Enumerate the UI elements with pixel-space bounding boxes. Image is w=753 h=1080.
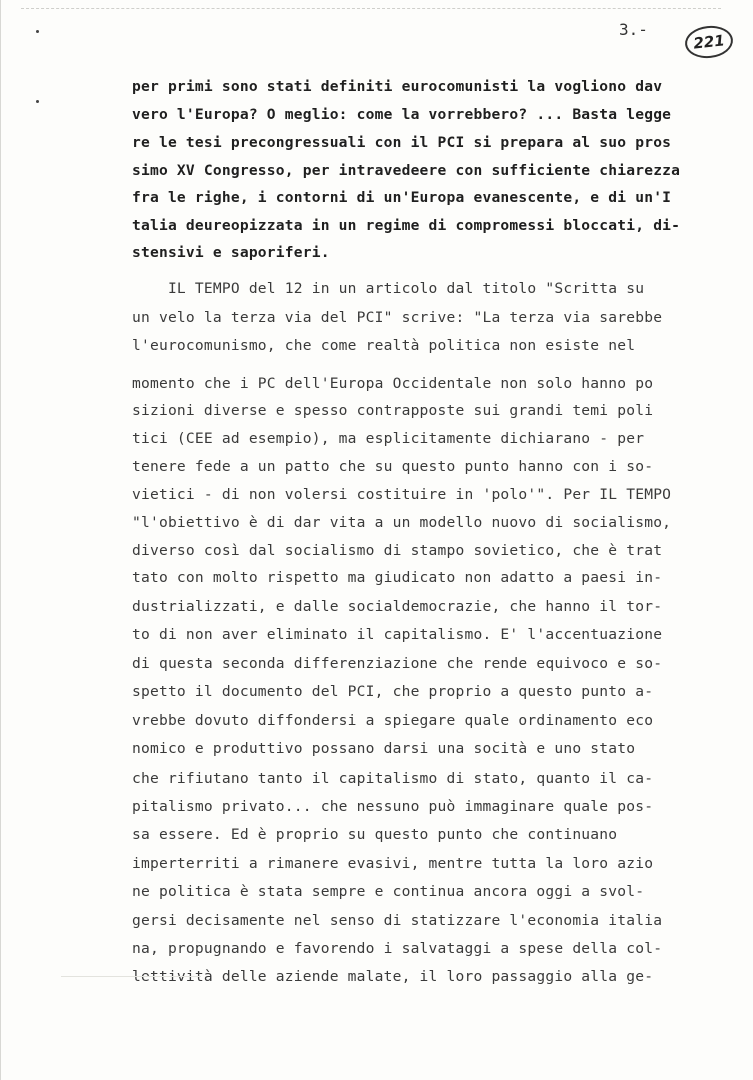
archive-stamp: 221 [683, 24, 734, 61]
text-line: "l'obiettivo è di dar vita a un modello nuovo di socialismo, [132, 514, 672, 531]
text-line: lettività delle aziende malate, il loro passaggio alla ge- [132, 968, 654, 985]
text-line: diverso così dal socialismo di stampo sovietico, che è trat [132, 542, 663, 559]
text-line: un velo la terza via del PCI" scrive: "La terza via sarebbe [132, 309, 663, 326]
scan-smudge [61, 976, 201, 978]
text-line: tici (CEE ad esempio), ma esplicitamente dichiarano - per [132, 430, 645, 447]
text-line: nomico e produttivo possano darsi una socità e uno stato [132, 740, 636, 757]
top-edge-line [21, 8, 721, 10]
text-line: per primi sono stati definiti eurocomunisti la vogliono dav [132, 78, 663, 95]
text-line: fra le righe, i contorni di un'Europa evanescente, e di un'I [132, 189, 672, 206]
text-line: dustrializzati, e dalle socialdemocrazie, che hanno il tor- [132, 598, 663, 615]
punch-mark [36, 30, 39, 33]
text-line: stensivi e saporiferi. [132, 244, 330, 261]
text-line: na, propugnando e favorendo i salvataggi a spese della col- [132, 940, 663, 957]
text-line: ne politica è stata sempre e continua ancora oggi a svol- [132, 883, 645, 900]
text-line: momento che i PC dell'Europa Occidentale non solo hanno po [132, 375, 654, 392]
text-line: l'eurocomunismo, che come realtà politica non esiste nel [132, 337, 636, 354]
text-line: sa essere. Ed è proprio su questo punto che continuano [132, 826, 618, 843]
text-line: tato con molto rispetto ma giudicato non adatto a paesi in- [132, 569, 663, 586]
page-number: 3.- [619, 20, 648, 39]
text-line: vero l'Europa? O meglio: come la vorrebbero? ... Basta legge [132, 106, 672, 123]
text-line: vrebbe dovuto diffondersi a spiegare quale ordinamento eco [132, 712, 654, 729]
text-line: IL TEMPO del 12 in un articolo dal titolo "Scritta su [132, 280, 645, 297]
text-line: spetto il documento del PCI, che proprio a questo punto a- [132, 683, 654, 700]
text-line: re le tesi precongressuali con il PCI si prepara al suo pros [132, 134, 672, 151]
text-line: pitalismo privato... che nessuno può immaginare quale pos- [132, 798, 654, 815]
text-line: to di non aver eliminato il capitalismo. E' l'accentuazione [132, 626, 663, 643]
text-line: vietici - di non volersi costituire in 'polo'". Per IL TEMPO [132, 486, 672, 503]
text-line: imperterriti a rimanere evasivi, mentre tutta la loro azio [132, 855, 654, 872]
text-line: gersi decisamente nel senso di statizzare l'economia italia [132, 912, 663, 929]
text-line: di questa seconda differenziazione che rende equivoco e so- [132, 655, 663, 672]
text-line: sizioni diverse e spesso contrapposte sui grandi temi poli [132, 402, 654, 419]
text-line: simo XV Congresso, per intravedeere con sufficiente chiarezza [132, 162, 681, 179]
text-line: che rifiutano tanto il capitalismo di stato, quanto il ca- [132, 770, 654, 787]
text-line: tenere fede a un patto che su questo punto hanno con i so- [132, 458, 654, 475]
text-line: talia deureopizzata in un regime di compromessi bloccati, di- [132, 217, 681, 234]
punch-mark [36, 100, 39, 103]
